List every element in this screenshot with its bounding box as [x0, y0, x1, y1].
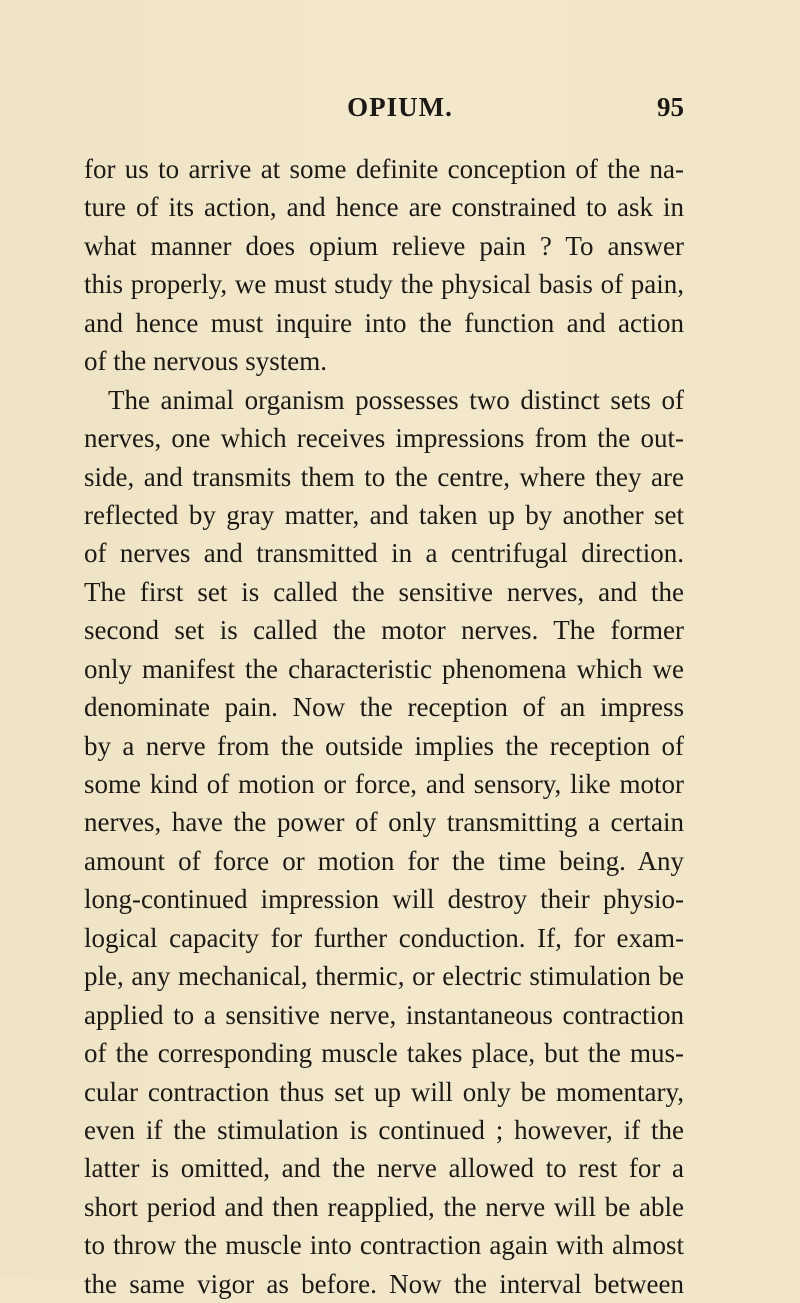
- text-line: even if the stimulation is continued ; however, if the: [84, 1114, 684, 1145]
- text-line: by a nerve from the outside implies the reception of: [84, 730, 684, 761]
- text-line: cular contraction thus set up will only be momentary,: [84, 1076, 684, 1107]
- running-head: OPIUM.: [347, 92, 453, 122]
- text-line: second set is called the motor nerves. The former: [84, 615, 684, 646]
- text-line: latter is omitted, and the nerve allowed to rest for a: [84, 1153, 684, 1184]
- text-line: logical capacity for further conduction. If, for exam-: [84, 922, 684, 953]
- text-line: and hence must inquire into the function and action: [84, 307, 684, 338]
- text-line: The first set is called the sensitive nerves, and the: [84, 576, 684, 607]
- text-line: ture of its action, and hence are constrained to ask in: [84, 192, 684, 223]
- text-line: ple, any mechanical, thermic, or electric stimulation be: [84, 961, 684, 992]
- text-line: the same vigor as before. Now the interval between: [84, 1268, 684, 1299]
- text-line: denominate pain. Now the reception of an impress: [84, 692, 684, 723]
- paragraph-start-line: The animal organism possesses two distinct sets of: [108, 384, 684, 415]
- text-line: some kind of motion or force, and sensory, like motor: [84, 769, 684, 799]
- text-line: nerves, have the power of only transmitting a certain: [84, 807, 684, 838]
- text-line: long-continued impression will destroy their physio-: [84, 884, 684, 915]
- text-line: of nerves and transmitted in a centrifugal direction.: [84, 538, 684, 569]
- text-line: short period and then reapplied, the nerve will be able: [84, 1191, 684, 1222]
- text-line: reflected by gray matter, and taken up by another set: [84, 499, 684, 530]
- text-line: nerves, one which receives impressions from the out-: [84, 423, 684, 454]
- body-text: [84, 150, 684, 1303]
- page-header: [0, 92, 800, 132]
- text-line: only manifest the characteristic phenomena which we: [84, 653, 684, 684]
- text-line: for us to arrive at some definite conception of the na-: [84, 154, 684, 184]
- text-line: side, and transmits them to the centre, where they are: [84, 461, 684, 492]
- text-line: to throw the muscle into contraction again with almost: [84, 1230, 684, 1261]
- text-line: this properly, we must study the physical basis of pain,: [84, 269, 684, 300]
- text-line: of the corresponding muscle takes place, but the mus-: [84, 1038, 684, 1069]
- page-number: 95: [657, 92, 684, 122]
- text-line: what manner does opium relieve pain ? To answer: [84, 230, 684, 261]
- text-line: applied to a sensitive nerve, instantaneous contraction: [84, 999, 684, 1030]
- text-line: amount of force or motion for the time being. Any: [84, 845, 684, 876]
- text-line: of the nervous system.: [84, 346, 327, 377]
